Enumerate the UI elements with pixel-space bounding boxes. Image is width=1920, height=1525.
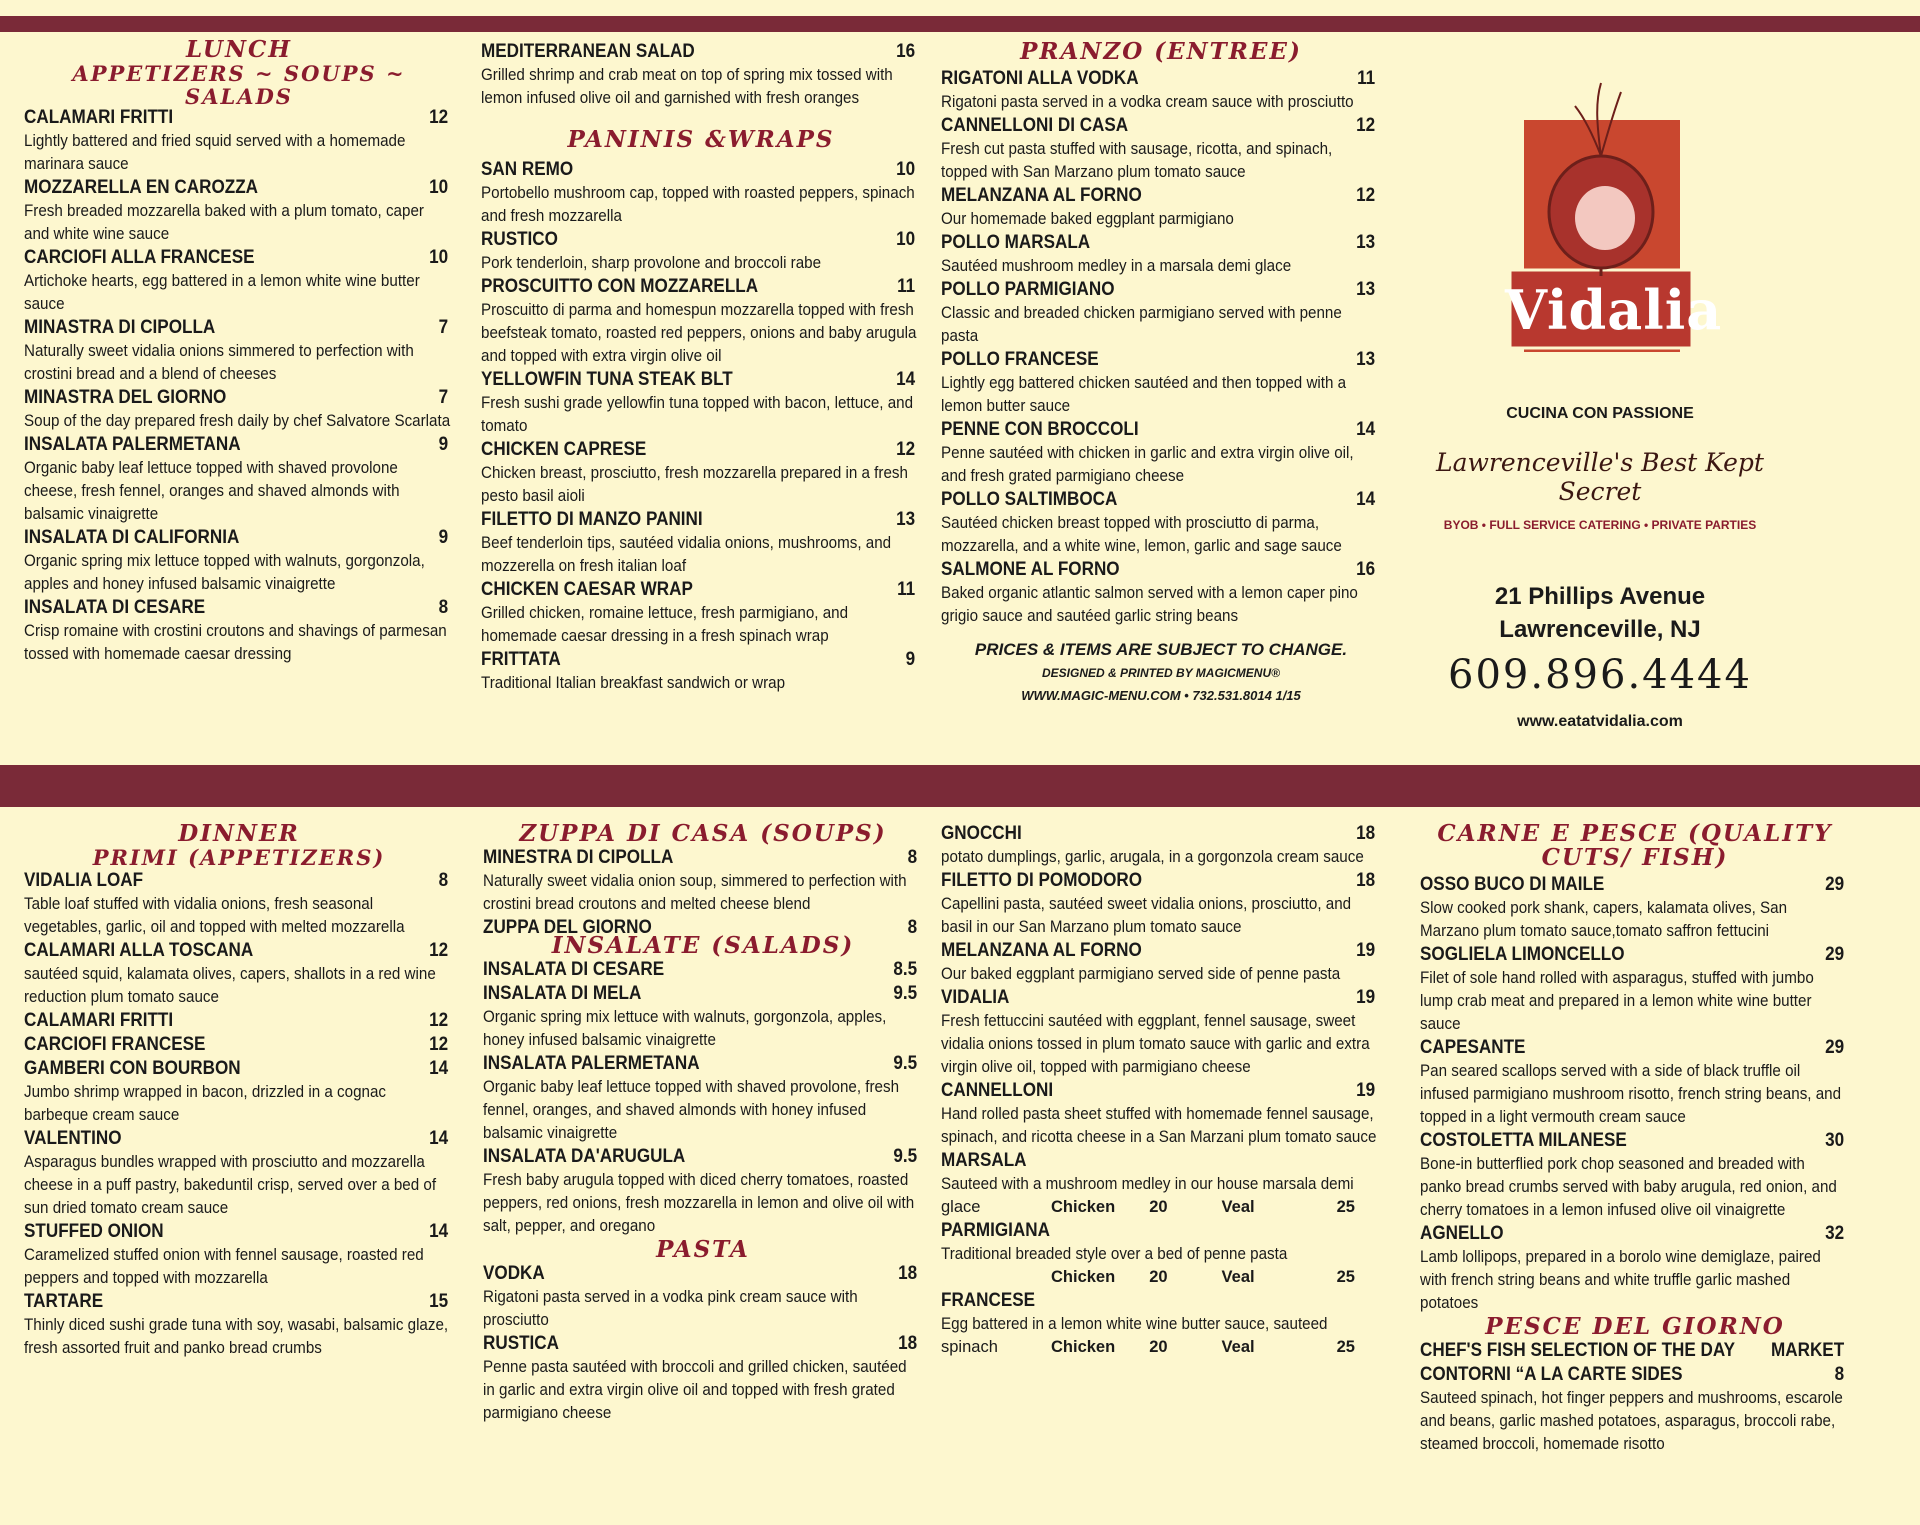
menu-item-list [941,822,1381,1149]
salads-title: INSALATE (SALADS) [551,932,855,959]
item-name: SOGLIELA LIMONCELLO [1420,944,1625,965]
item-description: Crisp romaine with crostini croutons and shavings of parmesan tossed with homemade caesar dressing [24,622,447,663]
menu-item [941,184,1381,231]
item-description: Organic spring mix lettuce topped with walnuts, gorgonzola, apples and honey infused balsamic vinaigrette [24,552,425,593]
services-line: BYOB • FULL SERVICE CATERING • PRIVATE PARTIES [1443,518,1757,532]
item-price: 14 [429,1058,449,1079]
address-street: 21 Phillips Avenue [1494,583,1706,610]
item-name: RUSTICA [483,1333,560,1354]
item-price: 18 [898,1263,918,1284]
item-name: CALAMARI FRITTI [24,107,174,128]
menu-item [483,916,923,940]
item-description: Chicken breast, prosciutto, fresh mozzarella prepared in a fresh pesto basil aioli [481,464,908,505]
item-name: MINASTRA DI CIPOLLA [24,317,216,338]
item-description: Fresh sushi grade yellowfin tuna topped with bacon, lettuce, and tomato [481,394,914,435]
item-name: AGNELLO [1420,1223,1504,1244]
pranzo-title: PRANZO (ENTREE) [1020,38,1302,65]
menu-item [483,1145,923,1238]
menu-item [24,316,454,386]
item-price: 14 [1356,419,1376,440]
menu-item [941,1219,1381,1289]
item-price: 12 [429,940,449,961]
menu-item [24,526,454,596]
item-name: INSALATA DI CALIFORNIA [24,527,240,548]
item-name: FILETTO DI MANZO PANINI [481,509,703,530]
item-price: 19 [1356,1080,1376,1101]
menu-item-list [483,958,923,1238]
item-name: FRANCESE [941,1290,1036,1311]
menu-item [941,488,1381,558]
item-price: MARKET [1771,1340,1845,1361]
lunch-title: LUNCH [185,36,293,63]
item-description: Jumbo shrimp wrapped in bacon, drizzled in a cognac barbeque cream sauce [24,1083,386,1124]
item-description: Rigatoni pasta served in a vodka pink cream sauce with prosciutto [483,1288,858,1329]
menu-item [483,958,923,982]
item-description: Slow cooked pork shank, capers, kalamata olives, San Marzano plum tomato sauce,tomato saffron fettucini [1420,899,1788,940]
item-name: CONTORNI “A LA CARTE SIDES [1420,1364,1683,1385]
veal-price: 25 [1336,1268,1355,1286]
item-price: 16 [1356,559,1376,580]
menu-item [1420,1222,1850,1315]
item-price: 10 [896,229,916,250]
vidalia-logo [1505,78,1723,360]
veal-label: Veal [1221,1338,1255,1356]
dinner-title: DINNER [178,820,300,847]
veal-label: Veal [1221,1268,1255,1286]
item-name: CHEF'S FISH SELECTION OF THE DAY [1420,1340,1736,1361]
item-description: Penne sautéed with chicken in garlic and extra virgin olive oil, and fresh grated parmigiano cheese [941,444,1354,485]
item-name: FRITTATA [481,649,561,670]
menu-item [481,275,921,368]
menu-item [24,1057,454,1127]
item-price: 8.5 [893,959,918,980]
veal-price: 25 [1336,1198,1355,1216]
menu-item [941,1079,1381,1149]
item-price: 11 [1357,68,1376,89]
menu-item [481,228,921,275]
item-name: POLLO PARMIGIANO [941,279,1115,300]
lunch-subtitle: APPETIZERS ~ SOUPS ~ SALADS [72,61,406,109]
item-name: VIDALIA LOAF [24,870,144,891]
item-description: Traditional breaded style over a bed of penne pasta [941,1245,1288,1263]
item-description: potato dumplings, garlic, arugala, in a gorgonzola cream sauce [941,848,1364,866]
item-description: sautéed squid, kalamata olives, capers, shallots in a red wine reduction plum tomato sauce [24,965,436,1006]
item-price: 12 [429,107,449,128]
item-description: Lightly egg battered chicken sautéed and then topped with a lemon butter sauce [941,374,1347,415]
menu-item [24,869,454,939]
price-options [941,1336,1381,1359]
menu-item-list [481,40,921,110]
menu-item [24,433,454,526]
fish-of-day-title: PESCE DEL GIORNO [1485,1313,1785,1340]
item-description: Organic spring mix lettuce with walnuts, gorgonzola, apples, honey infused balsamic vinaigrette [483,1008,887,1049]
item-description: Hand rolled pasta sheet stuffed with homemade fennel sausage, spinach, and ricotta cheese in a San Marzani plum tomato sauce [941,1105,1377,1146]
item-name: SALMONE AL FORNO [941,559,1120,580]
menu-item-list [24,869,454,1360]
item-description: Our baked eggplant parmigiano served side of penne pasta [941,965,1341,983]
website-link[interactable]: www.eatatvidalia.com [1517,713,1683,730]
menu-item [941,1289,1381,1359]
item-description: Organic baby leaf lettuce topped with shaved provolone, fresh fennel, oranges, and shaved almonds with honey infused balsamic vinaigrette [483,1078,900,1142]
item-name: VIDALIA [941,987,1010,1008]
menu-item [483,1052,923,1145]
item-price: 8 [438,597,449,618]
item-name: PARMIGIANA [941,1220,1050,1241]
item-name: INSALATA PALERMETANA [24,434,241,455]
item-name: INSALATA DA'ARUGULA [483,1146,686,1167]
item-description: Naturally sweet vidalia onions simmered to perfection with crostini bread and a blend of cheeses [24,342,414,383]
menu-item [24,386,454,433]
item-price: 12 [429,1010,449,1031]
phone-number: 609.896.4444 [1448,652,1752,698]
designed-by: DESIGNED & PRINTED BY MAGICMENU® [1042,666,1280,680]
dinner-meat-fish-column [1420,822,1850,1456]
item-price: 13 [896,509,916,530]
item-price: 13 [1356,232,1376,253]
menu-item [941,869,1381,939]
menu-item [24,1009,454,1033]
item-description: Lightly battered and fried squid served with a homemade marinara sauce [24,132,406,173]
logo-text: Vidalia [1505,278,1723,342]
menu-item [24,246,454,316]
menu-item [1420,1036,1850,1129]
item-description: Grilled chicken, romaine lettuce, fresh parmigiano, and homemade caesar dressing in a fresh spinach wrap [481,604,849,645]
item-price: 29 [1825,874,1845,895]
menu-item [24,106,454,176]
veal-label: Veal [1221,1198,1255,1216]
item-description: Fresh breaded mozzarella baked with a plum tomato, caper and white wine sauce [24,202,424,243]
item-name: ZUPPA DEL GIORNO [483,917,652,938]
price-notice: PRICES & ITEMS ARE SUBJECT TO CHANGE. [974,640,1348,659]
menu-item [24,176,454,246]
item-name: COSTOLETTA MILANESE [1420,1130,1627,1151]
item-price: 12 [1356,185,1376,206]
item-price: 12 [1356,115,1376,136]
item-price: 12 [429,1034,449,1055]
item-description: Table loaf stuffed with vidalia onions, fresh seasonal vegetables, garlic, oil and topped with melted mozzarella [24,895,405,936]
item-price: 15 [429,1291,449,1312]
menu-item-list [941,67,1381,628]
item-price: 10 [429,177,449,198]
item-description: Penne pasta sautéed with broccoli and grilled chicken, sautéed in garlic and extra virgin olive oil and topped with fresh grated parmigiano cheese [483,1358,907,1422]
item-name: CHICKEN CAPRESE [481,439,647,460]
item-name: INSALATA DI CESARE [24,597,206,618]
slogan: Lawrenceville's Best Kept Secret [1436,448,1764,506]
menu-item [481,508,921,578]
item-price: 9.5 [893,1053,918,1074]
menu-item [483,846,923,916]
item-price: 9 [905,649,916,670]
menu-item [1420,1129,1850,1222]
menu-item [941,348,1381,418]
item-name: MINASTRA DEL GIORNO [24,387,227,408]
chicken-label: Chicken [1051,1198,1116,1216]
price-options [941,1196,1381,1219]
item-description: Capellini pasta, sautéed sweet vidalia onions, prosciutto, and basil in our San Marzano plum tomato sauce [941,895,1352,936]
menu-item-list [483,1262,923,1425]
item-price: 14 [1356,489,1376,510]
menu-item [941,231,1381,278]
menu-item-list [481,158,921,695]
item-description: Proscuitto di parma and homespun mozzarella topped with fresh beefsteak tomato, roasted red peppers, onions and baby arugula and topped with extra virgin olive oil [481,301,917,365]
item-price: 14 [429,1128,449,1149]
menu-item [1420,873,1850,943]
menu-item-list [1420,873,1850,1315]
item-name: CALAMARI FRITTI [24,1010,174,1031]
item-description: Bone-in butterflied pork chop seasoned and breaded with panko bread crumbs served with baby arugula, red onion, and cherry tomatoes in a lemon infused olive oil vinaigrette [1420,1155,1837,1219]
item-price: 14 [429,1221,449,1242]
item-name: MARSALA [941,1150,1027,1171]
menu-item [24,939,454,1009]
item-name: GNOCCHI [941,823,1022,844]
item-description: Fresh cut pasta stuffed with sausage, ricotta, and spinach, topped with San Marzano plum tomato sauce [941,140,1333,181]
item-name: INSALATA DI MELA [483,983,642,1004]
menu-item [24,1127,454,1220]
item-description: Sauteed spinach, hot finger peppers and mushrooms, escarole and beans, garlic mashed potatoes, asparagus, broccoli rabe, steamed broccoli, homemade risotto [1420,1389,1843,1453]
item-name: POLLO MARSALA [941,232,1091,253]
item-description: Fresh baby arugula topped with diced cherry tomatoes, roasted peppers, red onions, fresh mozzarella in lemon and olive oil with salt, pepper, and oregano [483,1171,915,1235]
menu-item-list [24,106,454,666]
item-description: Classic and breaded chicken parmigiano served with penne pasta [941,304,1342,345]
item-name: FILETTO DI POMODORO [941,870,1143,891]
item-name: YELLOWFIN TUNA STEAK BLT [481,369,733,390]
item-name: MINESTRA DI CIPOLLA [483,847,674,868]
item-description: Baked organic atlantic salmon served with a lemon caper pino grigio sauce and sautéed garlic string beans [941,584,1358,625]
item-name: INSALATA DI CESARE [483,959,665,980]
item-price: 16 [896,41,916,62]
menu-item [481,438,921,508]
menu-item [941,418,1381,488]
menu-item [1420,943,1850,1036]
item-price: 8 [438,870,449,891]
chicken-price: 20 [1149,1338,1168,1356]
item-name: RIGATONI ALLA VODKA [941,68,1139,89]
item-price: 8 [1834,1364,1845,1385]
menu-item [481,648,921,695]
item-price: 30 [1825,1130,1845,1151]
item-description: Grilled shrimp and crab meat on top of spring mix tossed with lemon infused olive oil and garnished with fresh oranges [481,66,893,107]
chicken-label: Chicken [1051,1338,1116,1356]
item-name: PROSCUITTO CON MOZZARELLA [481,276,759,297]
item-name: STUFFED ONION [24,1221,164,1242]
carne-pesce-title: CARNE E PESCE (QUALITY CUTS/ FISH) [1437,820,1833,871]
menu-item [941,822,1381,869]
chicken-label: Chicken [1051,1268,1116,1286]
item-price: 32 [1825,1223,1845,1244]
menu-item [941,939,1381,986]
item-description: Soup of the day prepared fresh daily by chef Salvatore Scarlata [24,412,451,430]
printer-credit: WWW.MAGIC-MENU.COM • 732.531.8014 1/15 [1021,688,1301,703]
item-name: OSSO BUCO DI MAILE [1420,874,1605,895]
veal-price: 25 [1336,1338,1355,1356]
address-city: Lawrenceville, NJ [1499,616,1701,643]
item-name: MELANZANA AL FORNO [941,940,1142,961]
item-name: CAPESANTE [1420,1037,1526,1058]
item-price: 9 [438,434,449,455]
item-price: 18 [898,1333,918,1354]
item-description: Egg battered in a lemon white wine butter sauce, sauteed [941,1315,1328,1333]
item-price: 8 [907,917,918,938]
item-price: 7 [438,387,449,408]
menu-item [941,67,1381,114]
item-name: POLLO SALTIMBOCA [941,489,1118,510]
item-description: Asparagus bundles wrapped with prosciutto and mozzarella cheese in a puff pastry, bakeduntil crisp, served over a bed of sun dried tomato cream sauce [24,1153,437,1217]
item-description: Sautéed chicken breast topped with prosciutto di parma, mozzarella, and a white wine, lemon, garlic and sage sauce [941,514,1342,555]
menu-item [24,1220,454,1290]
item-description: Artichoke hearts, egg battered in a lemon white wine butter sauce [24,272,420,313]
item-price: 7 [438,317,449,338]
item-name: CARCIOFI FRANCESE [24,1034,206,1055]
item-description: Pan seared scallops served with a side of black truffle oil infused parmigiano mushroom risotto, french string beans, and topped in a light vermouth cream sauce [1420,1062,1842,1126]
price-options [941,1266,1381,1289]
item-name: GAMBERI CON BOURBON [24,1058,241,1079]
tagline: CUCINA CON PASSIONE [1506,405,1694,422]
menu-item [483,1262,923,1332]
menu-item [1420,1363,1850,1456]
item-name: MELANZANA AL FORNO [941,185,1142,206]
item-name: CARCIOFI ALLA FRANCESE [24,247,255,268]
menu-item [941,114,1381,184]
item-description: Caramelized stuffed onion with fennel sausage, roasted red peppers and topped with mozzarella [24,1246,424,1287]
item-description: Lamb lollipops, prepared in a borolo wine demiglaze, paired with french string beans and white truffle garlic mashed potatoes [1420,1248,1821,1312]
item-name: CALAMARI ALLA TOSCANA [24,940,254,961]
item-description: Our homemade baked eggplant parmigiano [941,210,1234,228]
item-description: Sauteed with a mushroom medley in our house marsala demi [941,1175,1354,1193]
item-price: 10 [429,247,449,268]
item-name: VODKA [483,1263,545,1284]
menu-item [483,1332,923,1425]
menu-item [481,158,921,228]
menu-item-list [483,846,923,940]
menu-item [941,558,1381,628]
item-price: 29 [1825,944,1845,965]
item-price: 13 [1356,349,1376,370]
dinner-appetizers-column [24,822,454,1360]
item-name: CANNELLONI DI CASA [941,115,1129,136]
menu-item [481,40,921,110]
item-price: 19 [1356,940,1376,961]
menu-item [24,1033,454,1057]
item-price: 14 [896,369,916,390]
chicken-price: 20 [1149,1268,1168,1286]
item-description: Thinly diced sushi grade tuna with soy, wasabi, balsamic glaze, fresh assorted fruit and panko bread crumbs [24,1316,449,1357]
item-price: 29 [1825,1037,1845,1058]
menu-item [481,578,921,648]
middle-band [0,765,1920,807]
item-price: 19 [1356,987,1376,1008]
item-description: Pork tenderloin, sharp provolone and broccoli rabe [481,254,822,272]
item-price: 13 [1356,279,1376,300]
item-price: 12 [896,439,916,460]
item-name: TARTARE [24,1291,104,1312]
item-name: POLLO FRANCESE [941,349,1099,370]
item-price: 9.5 [893,983,918,1004]
dinner-pasta-entree-column [941,822,1381,1359]
item-price: 9 [438,527,449,548]
item-price: 18 [1356,823,1376,844]
lunch-appetizers-column [24,38,454,666]
menu-item [481,368,921,438]
item-name: PENNE CON BROCCOLI [941,419,1139,440]
soups-title: ZUPPA DI CASA (SOUPS) [519,820,887,847]
item-name: SAN REMO [481,159,574,180]
item-name: CHICKEN CAESAR WRAP [481,579,693,600]
item-description: Portobello mushroom cap, topped with roasted peppers, spinach and fresh mozzarella [481,184,915,225]
dinner-soups-salads-column [483,822,923,1425]
item-description: Filet of sole hand rolled with asparagus, stuffed with jumbo lump crab meat and prepared in a lemon white wine butter sauce [1420,969,1814,1033]
top-band [0,16,1920,32]
menu-item [1420,1339,1850,1363]
item-price: 9.5 [893,1146,918,1167]
paninis-title: PANINIS &WRAPS [567,126,835,153]
item-description: Traditional Italian breakfast sandwich or wrap [481,674,786,692]
menu-item [24,1290,454,1360]
item-price: 10 [896,159,916,180]
menu-item-list [1420,1339,1850,1456]
desc-tail: glace [941,1198,981,1216]
item-name: CANNELLONI [941,1080,1054,1101]
item-name: VALENTINO [24,1128,122,1149]
chicken-price: 20 [1149,1198,1168,1216]
item-name: MEDITERRANEAN SALAD [481,41,695,62]
item-description: Rigatoni pasta served in a vodka cream sauce with prosciutto [941,93,1354,111]
menu-item [24,596,454,666]
item-name: MOZZARELLA EN CAROZZA [24,177,258,198]
item-description: Beef tenderloin tips, sautéed vidalia onions, mushrooms, and mozzerella on fresh italian loaf [481,534,892,575]
item-description: Naturally sweet vidalia onion soup, simmered to perfection with crostini bread croutons and melted cheese blend [483,872,907,913]
lunch-paninis-column [481,40,921,695]
item-description: Organic baby leaf lettuce topped with shaved provolone cheese, fresh fennel, oranges and shaved almonds with balsamic vinaigrette [24,459,400,523]
item-name: RUSTICO [481,229,558,250]
menu-item [483,982,923,1052]
lunch-entree-column [941,40,1381,703]
item-price: 11 [897,579,916,600]
item-description: Fresh fettuccini sautéed with eggplant, fennel sausage, sweet vidalia onions tossed in plum tomato sauce with garlic and extra virgin olive oil, topped with parmigiano cheese [941,1012,1370,1076]
menu-item [941,1149,1381,1219]
item-name: INSALATA PALERMETANA [483,1053,700,1074]
menu-item [941,278,1381,348]
dinner-subtitle: PRIMI (APPETIZERS) [92,845,386,870]
pasta-title: PASTA [656,1236,750,1263]
item-price: 8 [907,847,918,868]
desc-tail: spinach [941,1338,998,1356]
item-price: 18 [1356,870,1376,891]
menu-item [941,986,1381,1079]
item-description: Sautéed mushroom medley in a marsala demi glace [941,257,1292,275]
item-price: 11 [897,276,916,297]
